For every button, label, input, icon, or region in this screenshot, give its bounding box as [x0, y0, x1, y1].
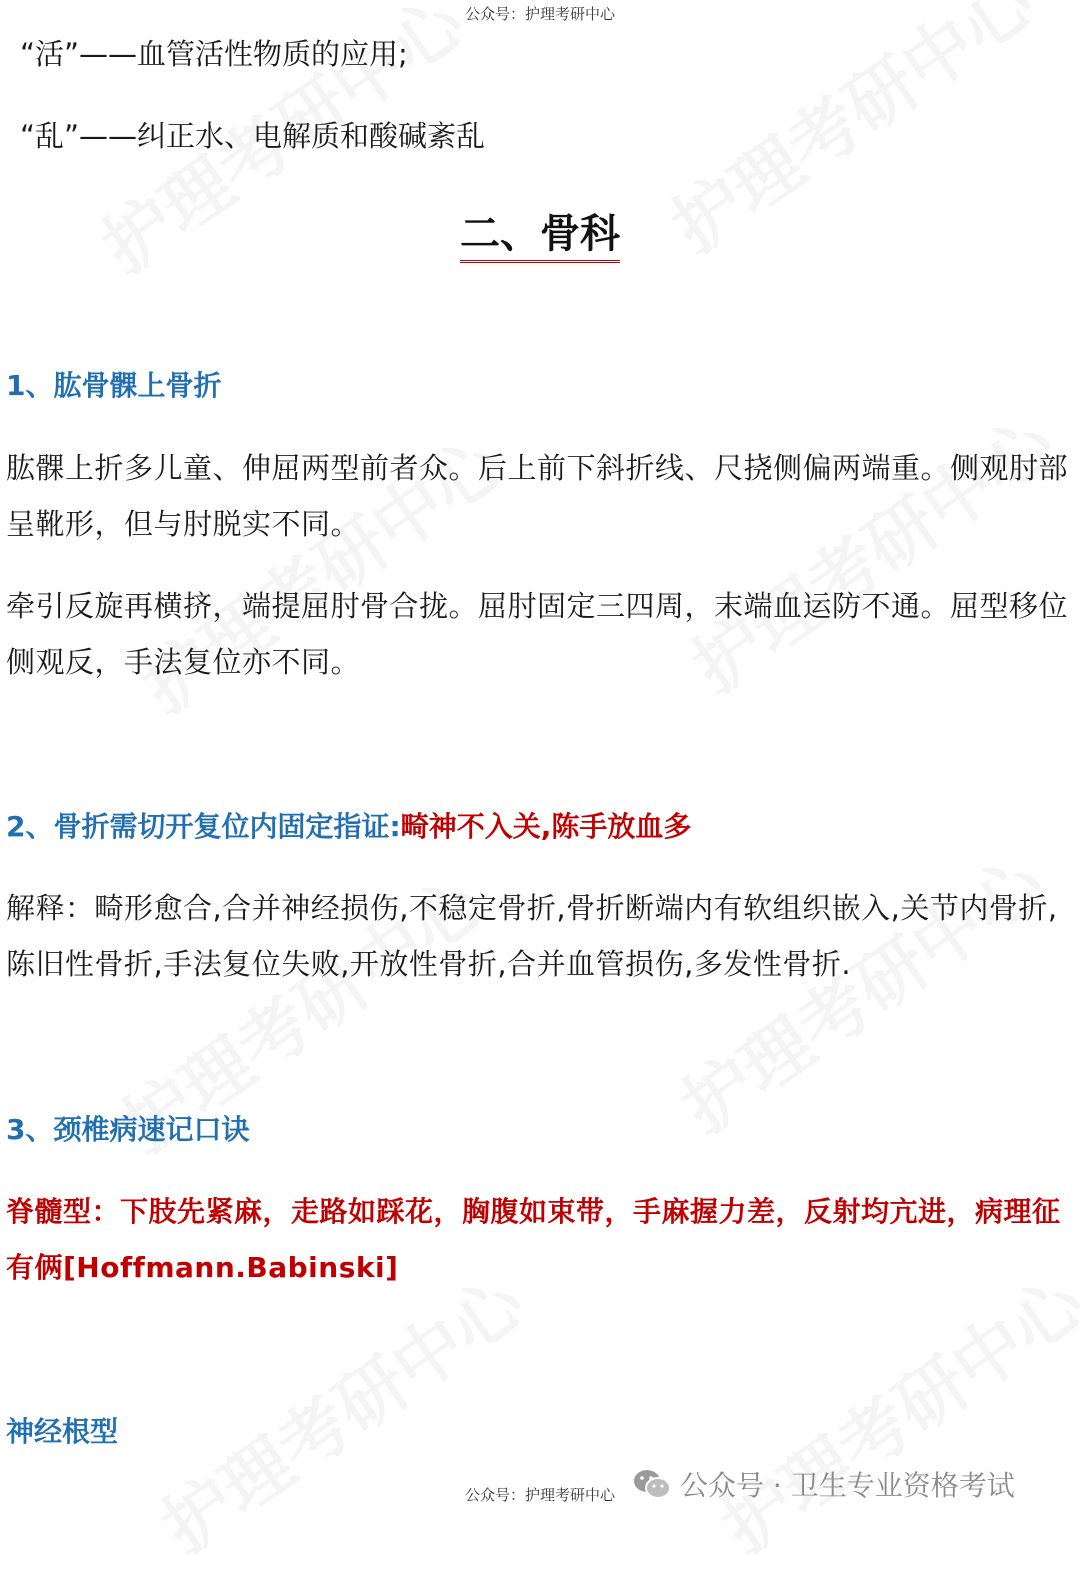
heading-4: 神经根型 — [6, 1415, 119, 1448]
section-title — [0, 210, 1080, 263]
heading-3: 3、颈椎病速记口诀 — [6, 1113, 250, 1146]
heading-2-mnemonic: 畸神不入关,陈手放血多 — [400, 810, 692, 843]
watermark — [699, 1249, 1080, 1572]
watermark — [139, 1249, 541, 1572]
paragraph-3: 解释：畸形愈合,合并神经损伤,不稳定骨折,骨折断端内有软组织嵌入,关节内骨折,陈旧性骨折,手法复位失败,开放性骨折,合并血管损伤,多发性骨折. — [6, 891, 1058, 981]
heading-2 — [6, 807, 1076, 847]
paragraph-4: 脊髓型：下肢先紧麻，走路如踩花，胸腹如束带，手麻握力差，反射均亢进，病理征有俩[Hoffmann.Babinski] — [6, 1195, 1061, 1284]
brand-badge — [632, 1462, 1015, 1506]
intro-line-1: “活”——血管活性物质的应用; — [20, 37, 408, 71]
heading-1: 1、肱骨髁上骨折 — [6, 369, 222, 402]
heading-2-main: 2、骨折需切开复位内固定指证: — [6, 810, 401, 843]
page-header: 公众号：护理考研中心 — [464, 5, 615, 23]
intro-line-2: “乱”——纠正水、电解质和酸碱紊乱 — [20, 119, 486, 153]
paragraph-2: 牵引反旋再横挤，端提屈肘骨合拢。屈肘固定三四周，末端血运防不通。屈型移位侧观反，手法复位亦不同。 — [6, 589, 1069, 679]
wechat-icon — [632, 1467, 672, 1501]
paragraph-1: 肱髁上折多儿童、伸屈两型前者众。后上前下斜折线、尺挠侧偏两端重。侧观肘部呈靴形，但与肘脱实不同。 — [6, 451, 1069, 541]
section-title-text: 二、骨科 — [460, 210, 620, 263]
page-footer: 公众号：护理考研中心 — [464, 1486, 615, 1504]
brand-text: 公众号 · 卫生专业资格考试 — [680, 1469, 1015, 1502]
